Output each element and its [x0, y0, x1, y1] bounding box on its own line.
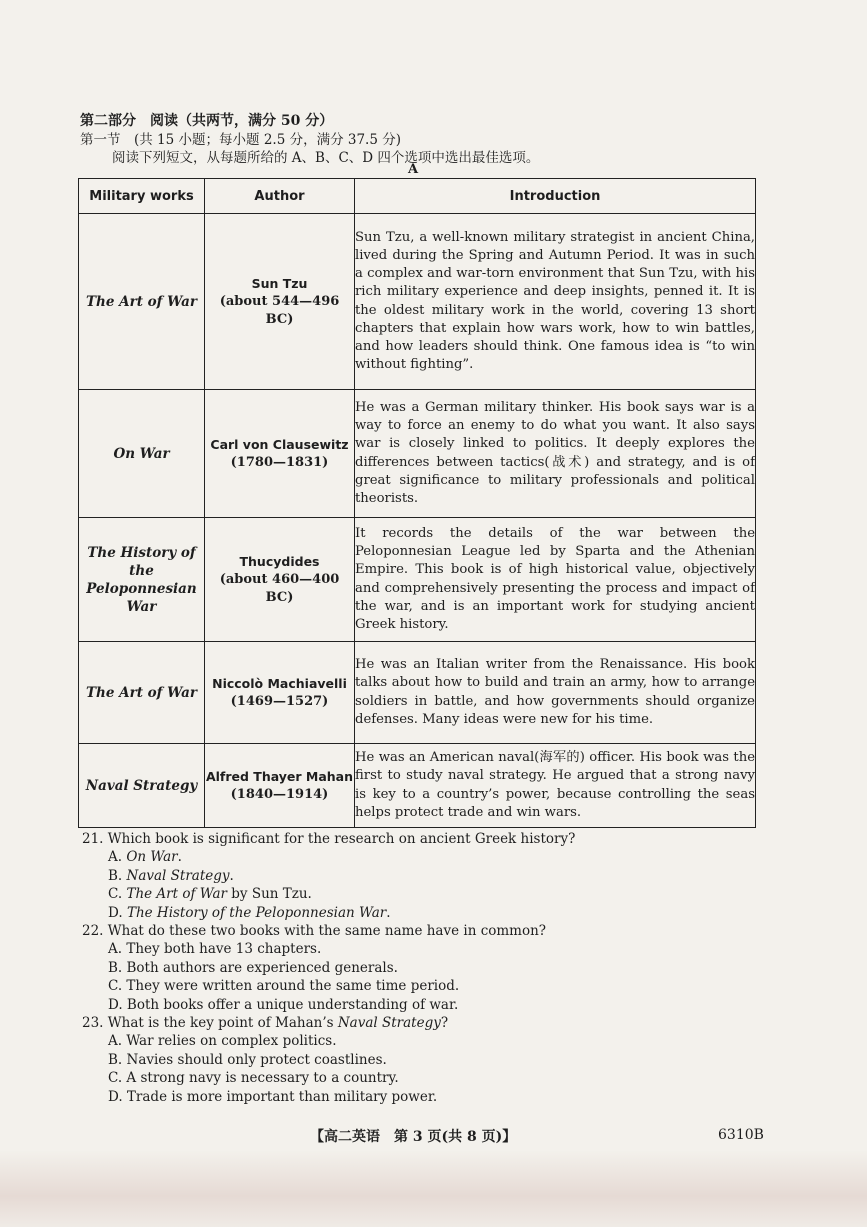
question-stem — [82, 1014, 782, 1032]
option-italic-title: Naval Strategy — [126, 867, 230, 884]
answer-option[interactable]: C. They were written around the same time period. — [108, 978, 460, 995]
answer-option[interactable] — [108, 904, 782, 922]
answer-option[interactable]: C. A strong navy is necessary to a country. — [108, 1070, 399, 1087]
table-row — [79, 518, 756, 642]
table-row — [79, 642, 756, 744]
author-cell — [205, 642, 355, 744]
work-title: On War — [79, 390, 205, 518]
author-years: (about 460—400 BC) — [219, 571, 340, 605]
answer-option[interactable]: B. Both authors are experienced generals. — [108, 959, 398, 976]
answer-option[interactable]: A. They both have 13 chapters. — [108, 941, 322, 958]
author-cell — [205, 744, 355, 828]
instructions: 阅读下列短文，从每题所给的 A、B、C、D 四个选项中选出最佳选项。 — [112, 150, 540, 166]
introduction-text: He was a German military thinker. His book says war is a way to force an enemy to do what you want. It also says war is closely linked to politics. It deeply explores the differences between tactics(战术) and strategy, and is of great significance to military professionals and political theorists. — [355, 390, 756, 518]
work-title: The Art of War — [79, 642, 205, 744]
table-row — [79, 214, 756, 390]
answer-option[interactable] — [108, 848, 782, 866]
section-title: 第二部分 阅读（共两节，满分 50 分） — [80, 113, 334, 129]
author-years: (1780—1831) — [230, 454, 329, 470]
military-works-table — [78, 178, 756, 828]
answer-option[interactable]: D. Both books offer a unique understanding of war. — [108, 996, 459, 1013]
stem-text: 23. What is the key point of Mahan’s — [82, 1015, 338, 1032]
question-stem: 22. What do these two books with the same name have in common? — [82, 923, 547, 940]
author-cell — [205, 518, 355, 642]
option-suffix: . — [177, 849, 182, 866]
author-years: (1840—1914) — [230, 786, 329, 802]
option-italic-title: The Art of War — [126, 886, 227, 903]
column-header-introduction: Introduction — [355, 179, 756, 214]
option-suffix: . — [229, 867, 234, 884]
option-suffix: by Sun Tzu. — [226, 886, 312, 903]
questions-block — [82, 830, 782, 1106]
option-suffix: . — [386, 904, 391, 921]
answer-option[interactable]: D. Trade is more important than military power. — [108, 1088, 438, 1105]
author-years: (1469—1527) — [230, 693, 329, 709]
option-prefix: A. — [108, 849, 127, 866]
column-header-works: Military works — [79, 179, 205, 214]
introduction-text: Sun Tzu, a well-known military strategist in ancient China, lived during the Spring and Autumn Period. It was in such a complex and war-torn environment that Sun Tzu, with his rich military experience and deep insights, penned it. It is the oldest military work in the world, covering 13 short chapters that explain how wars work, how to win battles, and how leaders should think. One famous idea is “to win without fighting”. — [355, 214, 756, 390]
table-header-row — [79, 179, 756, 214]
introduction-text: It records the details of the war between the Peloponnesian League led by Sparta and the Athenian Empire. This book is of high historical value, objectively and comprehensively presenting the process and impact of the war, and is an important work for studying ancient Greek history. — [355, 518, 756, 642]
author-cell — [205, 214, 355, 390]
paper-code: 6310B — [718, 1127, 764, 1143]
subsection-title: 第一节 (共 15 小题；每小题 2.5 分，满分 37.5 分) — [80, 132, 401, 148]
table-row — [79, 390, 756, 518]
question-stem: 21. Which book is significant for the research on ancient Greek history? — [82, 831, 576, 847]
work-title: Naval Strategy — [79, 744, 205, 828]
option-prefix: B. — [108, 867, 127, 884]
answer-option[interactable] — [108, 867, 782, 885]
author-name: Alfred Thayer Mahan — [205, 768, 354, 784]
scan-shadow — [0, 1150, 867, 1227]
option-prefix: C. — [108, 886, 127, 903]
introduction-text: He was an American naval(海军的) officer. His book was the first to study naval strategy. He argued that a strong navy is key to a country’s power, because controlling the seas helps protect trade and win wars. — [355, 744, 756, 828]
answer-option[interactable]: B. Navies should only protect coastlines. — [108, 1051, 387, 1068]
option-prefix: D. — [108, 904, 127, 921]
introduction-text: He was an Italian writer from the Renaissance. His book talks about how to build and train an army, how to arrange soldiers in battle, and how governments should organize defenses. Many ideas were new for his time. — [355, 642, 756, 744]
author-name: Niccolò Machiavelli — [212, 675, 347, 691]
stem-suffix: ? — [440, 1015, 449, 1032]
answer-option[interactable] — [108, 885, 782, 903]
author-name: Sun Tzu — [251, 275, 308, 291]
stem-italic-title: Naval Strategy — [337, 1015, 441, 1032]
author-name: Carl von Clausewitz — [210, 436, 349, 452]
answer-option[interactable]: A. War relies on complex politics. — [108, 1033, 337, 1050]
passage-label: A — [408, 162, 419, 177]
author-years: (about 544—496 BC) — [219, 293, 340, 327]
option-italic-title: On War — [126, 849, 178, 866]
work-title: The History of the Peloponnesian War — [79, 518, 205, 642]
option-italic-title: The History of the Peloponnesian War — [126, 904, 387, 921]
author-name: Thucydides — [239, 553, 320, 569]
page-footer: 【高二英语 第 3 页(共 8 页)】 — [310, 1129, 517, 1145]
work-title: The Art of War — [79, 214, 205, 390]
author-cell — [205, 390, 355, 518]
table-row — [79, 744, 756, 828]
column-header-author: Author — [205, 179, 355, 214]
